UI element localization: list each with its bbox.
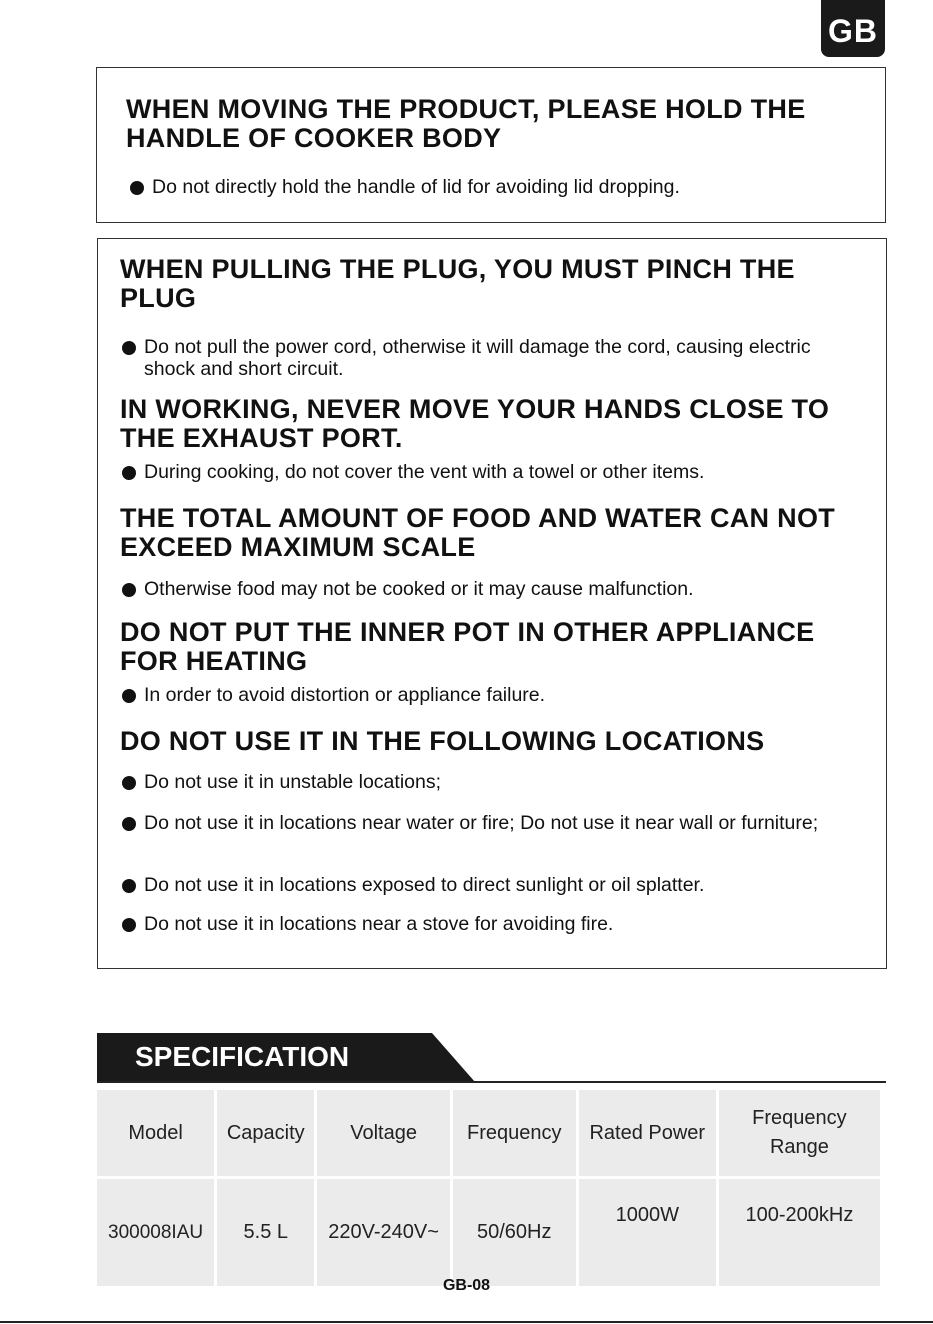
- list-item: [122, 578, 857, 600]
- bullet-icon: [122, 583, 136, 597]
- list-item-text: Do not directly hold the handle of lid for avoiding lid dropping.: [152, 176, 680, 198]
- list-item-text: During cooking, do not cover the vent with a towel or other items.: [144, 461, 705, 483]
- header-model: Model: [97, 1090, 214, 1176]
- header-frequency-range: Frequency Range: [719, 1090, 880, 1176]
- list-item: [122, 684, 857, 706]
- list-item-text: Do not use it in locations exposed to direct sunlight or oil splatter.: [144, 874, 705, 896]
- list-item: [122, 336, 857, 380]
- section-heading-max-scale: THE TOTAL AMOUNT OF FOOD AND WATER CAN NOT EXCEED MAXIMUM SCALE: [120, 503, 836, 562]
- list-item-text: In order to avoid distortion or appliance failure.: [144, 684, 546, 706]
- section-heading-moving: WHEN MOVING THE PRODUCT, PLEASE HOLD THE HANDLE OF COOKER BODY: [126, 94, 806, 153]
- section-heading-plug: WHEN PULLING THE PLUG, YOU MUST PINCH THE PLUG: [120, 254, 795, 313]
- list-item-text: Do not use it in unstable locations;: [144, 771, 442, 793]
- bullet-icon: [122, 817, 136, 831]
- specification-table: [94, 1087, 883, 1289]
- specification-banner: [97, 1033, 475, 1082]
- list-item: [122, 771, 857, 793]
- cell-frequency-range: 100-200kHz: [719, 1179, 880, 1286]
- list-item-text: Do not use it in locations near water or fire; Do not use it near wall or furniture;: [144, 812, 819, 834]
- specification-divider: [97, 1081, 886, 1083]
- cell-capacity: 5.5 L: [217, 1179, 314, 1286]
- bullet-icon: [130, 181, 144, 195]
- list-item: [130, 176, 870, 198]
- cell-voltage: 220V-240V~: [317, 1179, 449, 1286]
- bullet-icon: [122, 918, 136, 932]
- specification-title: SPECIFICATION: [135, 1041, 350, 1072]
- cell-model: 300008IAU: [97, 1179, 214, 1286]
- list-item-text: Otherwise food may not be cooked or it may cause malfunction.: [144, 578, 694, 600]
- cell-rated-power: 1000W: [579, 1179, 716, 1286]
- page-bottom-divider: [0, 1321, 933, 1323]
- list-item: [122, 812, 857, 834]
- section-heading-exhaust: IN WORKING, NEVER MOVE YOUR HANDS CLOSE TO THE EXHAUST PORT.: [120, 394, 830, 453]
- list-item-text: Do not pull the power cord, otherwise it will damage the cord, causing electric shock and short circuit.: [144, 336, 811, 380]
- language-badge: GB: [821, 0, 885, 57]
- list-item: [122, 874, 857, 896]
- table-row: [97, 1179, 880, 1286]
- bullet-icon: [122, 466, 136, 480]
- table-header-row: [97, 1090, 880, 1176]
- page-number: GB-08: [442, 1277, 491, 1294]
- header-capacity: Capacity: [217, 1090, 314, 1176]
- list-item-text: Do not use it in locations near a stove for avoiding fire.: [144, 913, 614, 935]
- warning-box-safety: [97, 238, 887, 969]
- cell-frequency: 50/60Hz: [453, 1179, 576, 1286]
- list-item: [122, 461, 857, 483]
- warning-box-moving: [96, 67, 886, 223]
- section-heading-inner-pot: DO NOT PUT THE INNER POT IN OTHER APPLIANCE FOR HEATING: [120, 617, 815, 676]
- header-voltage: Voltage: [317, 1090, 449, 1176]
- bullet-icon: [122, 879, 136, 893]
- list-item: [122, 913, 857, 935]
- bullet-icon: [122, 689, 136, 703]
- section-heading-locations: DO NOT USE IT IN THE FOLLOWING LOCATIONS: [120, 726, 765, 756]
- bullet-icon: [122, 776, 136, 790]
- header-rated-power: Rated Power: [579, 1090, 716, 1176]
- header-frequency: Frequency: [453, 1090, 576, 1176]
- bullet-icon: [122, 341, 136, 355]
